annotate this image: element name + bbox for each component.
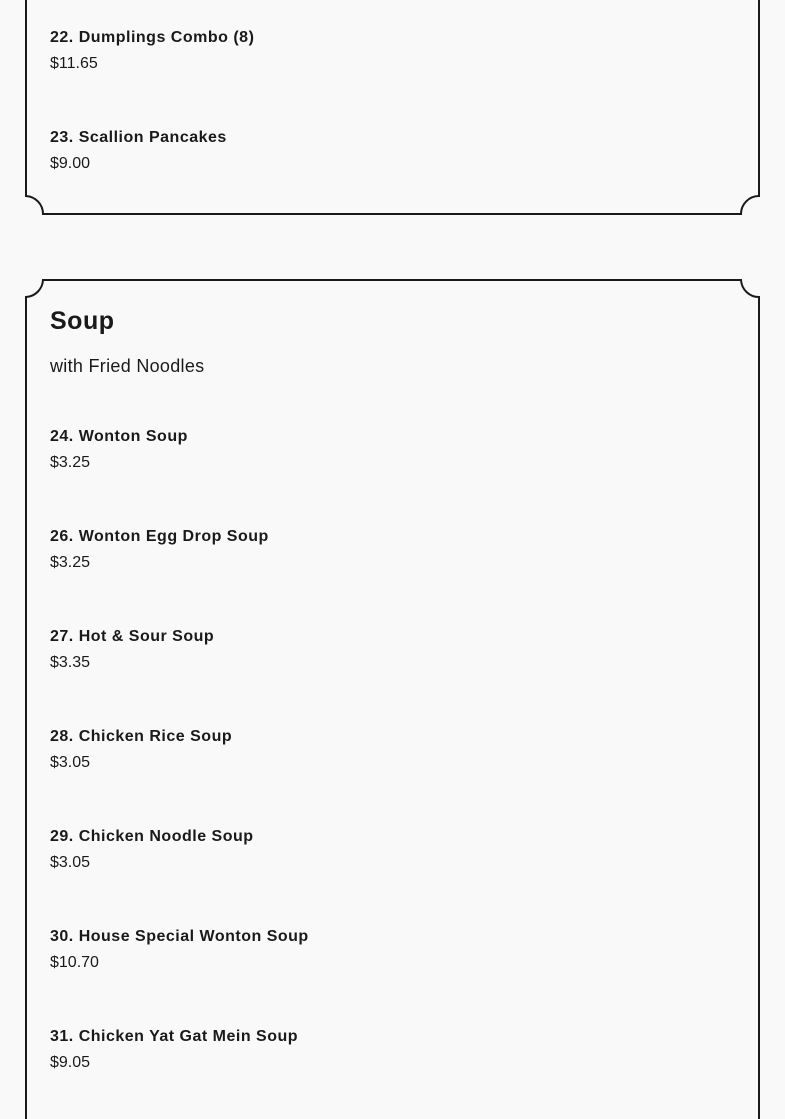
menu-item[interactable]	[50, 28, 254, 74]
menu-item-price: $3.35	[50, 654, 91, 671]
soup-panel	[25, 279, 760, 1119]
menu-item-price: $9.05	[50, 1054, 91, 1071]
menu-item-name: 22. Dumplings Combo (8)	[50, 29, 255, 46]
menu-item-name: 26. Wonton Egg Drop Soup	[50, 528, 269, 545]
menu-item-price: $11.65	[50, 55, 98, 72]
menu-item[interactable]	[50, 427, 188, 473]
menu-item-price: $3.25	[50, 554, 91, 571]
menu-item[interactable]	[50, 1027, 298, 1073]
menu-item[interactable]	[50, 727, 232, 773]
menu-item-price: $10.70	[50, 954, 99, 971]
menu-item[interactable]	[50, 827, 254, 873]
menu-item[interactable]	[50, 927, 309, 973]
menu-item-price: $3.05	[50, 854, 91, 871]
section-description: with Fried Noodles	[50, 356, 205, 376]
menu-item[interactable]	[50, 128, 227, 174]
menu-item-price: $3.05	[50, 754, 91, 771]
menu-item-name: 28. Chicken Rice Soup	[50, 728, 233, 745]
menu-item-price: $3.25	[50, 454, 91, 471]
menu-item-price: $9.00	[50, 155, 91, 172]
appetizers-panel	[25, 0, 760, 215]
menu-item-name: 24. Wonton Soup	[50, 428, 188, 445]
menu-item-name: 31. Chicken Yat Gat Mein Soup	[50, 1028, 299, 1045]
menu-item[interactable]	[50, 627, 214, 673]
menu-item-name: 27. Hot & Sour Soup	[50, 628, 215, 645]
menu-item[interactable]	[50, 527, 269, 573]
section-title: Soup	[50, 307, 115, 335]
menu-item-name: 30. House Special Wonton Soup	[50, 928, 309, 945]
menu-item-name: 23. Scallion Pancakes	[50, 129, 227, 146]
menu-item-name: 29. Chicken Noodle Soup	[50, 828, 254, 845]
panel-border	[25, 279, 760, 1119]
